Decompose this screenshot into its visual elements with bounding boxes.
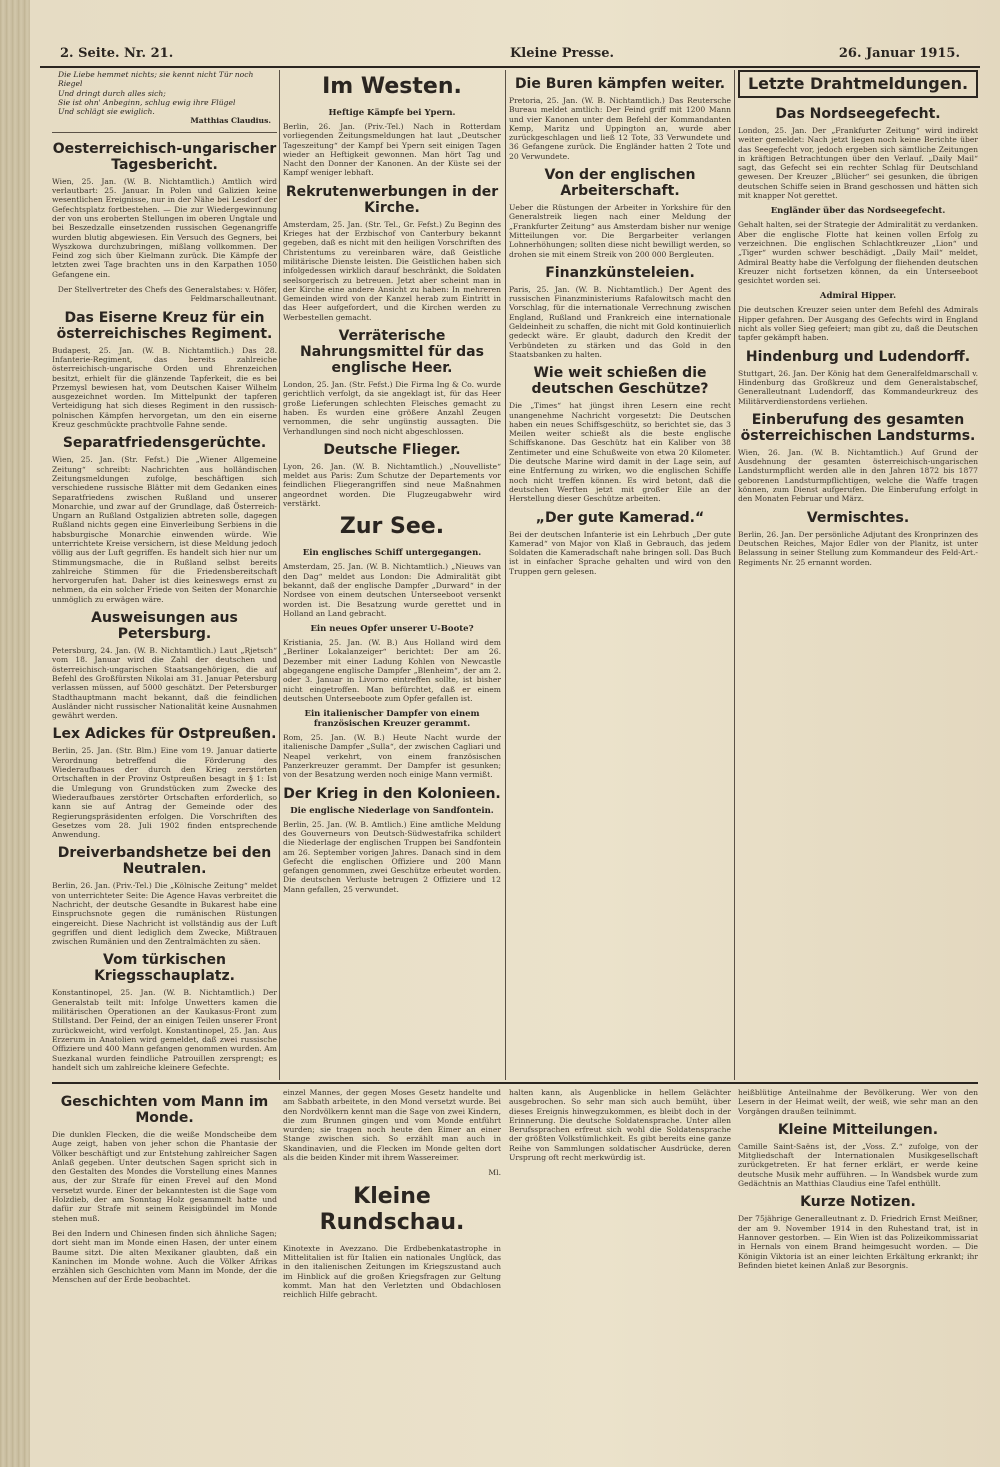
poem-line: Die Liebe hemmet nichts; sie kennt nicht Tür noch Riegel xyxy=(58,70,254,89)
article-heading: Verräterische Nahrungsmittel für das englische Heer. xyxy=(300,328,484,377)
article-heading: Finanzkünsteleien. xyxy=(545,264,695,281)
article-text: Die „Times“ hat jüngst ihren Lesern eine recht unangenehme Nachricht vorgesetzt: Die Deutschen haben ein neues Schiffsgeschütz, so berichtet sie, das 3 Meilen weiter schießt als die beste englische Schiffskanone. Das Geschütz hat ein Kaliber von 38 Zentimeter und eine Schußweite von etwa 20 Kilometer. Die deutsche Marine wird damit in der Lage sein, auf eine Entfernung zu wirken, wo die englischen Schiffe noch nicht treffen können. Es wird betont, daß die deutschen Werften jetzt mit großer Eile an der Herstellung dieser Geschütze arbeiten. xyxy=(509,401,731,504)
article-subheading: Die englische Niederlage von Sandfontein. xyxy=(290,805,494,816)
article-text: Berlin, 25. Jan. (Str. Blm.) Eine vom 19. Januar datierte Verordnung betreffend die Förderung des Wiederaufbaues der durch den Krieg zerstörten Ortschaften in der Provinz Ostpreußen besagt in § 1: Ist die Umlegung von Grundstücken zum Zwecke des Wiederaufbaues zerstörter Ortschaften erforderlich, so kann sie auf Antrag der Gemeinde oder des Regierungspräsidenten erfolgen. Die Vorschriften des Gesetzes vom 28. Juli 1902 finden entsprechende Anwendung. xyxy=(52,746,277,840)
article-heading: Kleine Mitteilungen. xyxy=(777,1121,939,1138)
article-text: halten kann, als Augenblicke in hellem Gelächter ausgebrochen. So sehr man sich auch bemüht, über dieses Ereignis hinwegzukommen, es bleibt doch in der Erinnerung. Die deutsche Soldatensprache. Unter allen Berufssprachen erfreut sich wohl die Soldatensprache der größten Volkstümlichkeit. Es gibt bereits eine ganze Reihe von Sammlungen soldatischer Ausdrücke, deren Ursprung oft recht merkwürdig ist. xyxy=(509,1088,731,1163)
article-text: Bei den Indern und Chinesen finden sich ähnliche Sagen; dort sieht man im Monde einen Hasen, der unter einem Baume sitzt. Die alten Mexikaner glaubten, daß ein Kaninchen im Monde wohne. Auch die Völker Afrikas erzählen sich Geschichten vom Mann im Monde, der die Menschen auf der Erde beobachtet. xyxy=(52,1228,277,1285)
article-text: Kinotexte in Avezzano. Die Erdbebenkatastrophe in Mittelitalien ist für Italien ein nationales Unglück, das in den italienischen Zeitungen im Kriegszustand auch im Hinblick auf die großen Kriegsfragen zur Geltung kommt. Man hat den Verletzten und Obdachlosen reichlich Hilfe gebracht. xyxy=(283,1243,501,1300)
article-heading: „Der gute Kamerad.“ xyxy=(535,509,705,526)
article-text: Amsterdam, 25. Jan. (Str. Tel., Gr. Fefst.) Zu Beginn des Krieges hat der Erzbischof von Canterbury bekannt gegeben, daß es nicht mit den heiligen Vorschriften des Christentums zu vereinbaren wäre, daß Geistliche militärische Dienste leisten. Die Geistlichen haben sich infolgedessen wirklich darauf beschränkt, die Soldaten seelsorgerisch zu betreuen. Jetzt aber scheint man in der Kirche eine andere Ansicht zu haben: In mehreren Gemeinden wird von der Kanzel herab zum Eintritt in das Heer aufgefordert, und die Kirchen werden zu Werbestellen gemacht. xyxy=(283,219,501,322)
article-signature: Ml. xyxy=(488,1168,501,1178)
issue-date: 26. Januar 1915. xyxy=(838,46,960,61)
newspaper-title: Kleine Presse. xyxy=(510,46,615,61)
article-text: London, 25. Jan. (Str. Fefst.) Die Firma Ing & Co. wurde gerichtlich verfolgt, da sie angeklagt ist, für das Heer große Lieferungen schlechten Fleisches gemacht zu haben. Es wurden eine größere Anzahl Zeugen vernommen, die sehr ungünstig aussagten. Die Verhandlungen sind noch nicht abgeschlossen. xyxy=(283,380,501,436)
article-text: Paris, 25. Jan. (W. B. Nichtamtlich.) Der Agent des russischen Finanzministeriums Rafalowitsch macht den Vorschlag, für die internationale Verrechnung zwischen England, Rußland und Frankreich eine internationale Geldeinheit zu schaffen, die nicht mit Gold kontinuierlich gedeckt wäre. Er glaubt, dadurch den Kredit der Verbündeten zu stärken und das Gold in den Staatsbanken zu halten. xyxy=(509,284,731,359)
column-4 xyxy=(738,70,978,1080)
article-heading: Hindenburg und Ludendorff. xyxy=(745,348,971,365)
article-text: Lyon, 26. Jan. (W. B. Nichtamtlich.) „Nouvelliste“ meldet aus Paris: Zum Schutze der Departements vor feindlichen Fliegerangriffen sind neue Maßnahmen angeordnet worden. Die Flugzeugabwehr wird verstärkt. xyxy=(283,461,501,509)
article-signature: Der Stellvertreter des Chefs des Generalstabes: v. Höfer, Feldmarschalleutnant. xyxy=(57,285,277,304)
article-text: Berlin, 26. Jan. (Priv.-Tel.) Nach in Rotterdam vorliegenden Zeitungsmeldungen hat laut „Deutscher Tageszeitung“ der Kampf bei Ypern seit einigen Tagen wieder an Heftigkeit gewonnen. Man hört Tag und Nacht den Donner der Kanonen. An der Küste sei der Kampf weniger lebhaft. xyxy=(283,122,501,178)
article-text: Amsterdam, 25. Jan. (W. B. Nichtamtlich.) „Nieuws van den Dag“ meldet aus London: Die Admiralität gibt bekannt, daß der englische Dampfer „Durward“ in der Nordsee von einem deutschen Unterseeboot versenkt worden ist. Die Besatzung wurde gerettet und in Holland an Land gebracht. xyxy=(283,562,501,618)
section-heading: Kleine Rundschau. xyxy=(319,1183,465,1235)
article-heading: Deutsche Flieger. xyxy=(323,441,461,458)
article-heading: Das Nordseegefecht. xyxy=(775,106,941,122)
article-subheading: Admiral Hipper. xyxy=(819,291,897,302)
article-heading: Von der englischen Arbeiterschaft. xyxy=(544,167,696,200)
page-header xyxy=(40,44,980,68)
article-text: Die dunklen Flecken, die die weiße Mondscheibe dem Auge zeigt, haben von jeher schon die Phantasie der Völker beschäftigt und zur Entstehung zahlreicher Sagen Anlaß gegeben. Unter deutschen Sagen spricht sich in den Gestalten des Mondes die Vorstellung eines Mannes aus, der zur Strafe für einen Frevel auf den Mond versetzt wurde. Einer der bekanntesten ist die Sage vom Holzdieb, der am Sonntag Holz gesammelt hatte und dafür zur Strafe mit seinem Reisigbündel im Monde stehen muß. xyxy=(52,1130,277,1223)
article-subheading: Ein englisches Schiff untergegangen. xyxy=(302,548,482,559)
article-text: Der 75jährige Generalleutnant z. D. Friedrich Ernst Meißner, der am 9. November 1914 in den Ruhestand trat, ist in Hannover gestorben. — Ein Wien ist das Polizeikommissariat in Hernals von einem Brand heimgesucht worden. — Die Königin Viktoria ist an einer leichten Erkältung erkrankt; ihr Befinden bietet keinen Anlaß zur Besorgnis. xyxy=(738,1214,978,1270)
section-heading: Zur See. xyxy=(339,514,445,540)
latest-news-heading: Letzte Drahtmeldungen. xyxy=(738,70,978,98)
article-text: Die deutschen Kreuzer seien unter dem Befehl des Admirals Hipper gefahren. Der Ausgang des Gefechts wird in England nicht als voller Sieg gefeiert; man gibt zu, daß die Deutschen tapfer gekämpft haben. xyxy=(738,305,978,343)
page-binding xyxy=(0,0,30,1467)
section-heading: Der Krieg in den Kolonieen. xyxy=(283,785,501,802)
article-text: Wien, 25. Jan. (W. B. Nichtamtlich.) Amtlich wird verlautbart: 25. Januar. In Polen und Galizien keine wesentlichen Ereignisse, nur in der Nähe bei Lesdorf der Gefechtsplatz fortbestehen. — Die zur Wiedergewinnung der von uns eroberten Stellungen im oberen Ungtale und bei Beszedzalle einsetzenden russischen Gegenangriffe wurden blutig abgewiesen. Ein Versuch des Gegners, bei Wyszkowa durchzubringen, mißlang vollkommen. Der Feind zog sich über Kielmann zurück. Die Kämpfe der letzten zwei Tage brachten uns in den Karpathen 1050 Gefangene ein. xyxy=(52,176,277,279)
article-heading: Kurze Notizen. xyxy=(800,1194,916,1211)
column-1 xyxy=(52,70,277,1080)
article-heading: Das Eiserne Kreuz für ein österreichisches Regiment. xyxy=(56,309,273,342)
column-2 xyxy=(283,70,501,1080)
article-subheading: Ein italienischer Dampfer von einem französischen Kreuzer gerammt. xyxy=(304,709,480,730)
claudius-poem xyxy=(52,70,277,133)
article-heading: Rekrutenwerbungen in der Kirche. xyxy=(285,183,499,216)
article-text: Berlin, 25. Jan. (W. B. Amtlich.) Eine amtliche Meldung des Gouverneurs von Deutsch-Südwestafrika schildert die Niederlage der englischen Truppen bei Sandfontein am 26. September vorigen Jahres. Danach sind in dem Gefecht die englischen Offiziere und 200 Mann gefangen genommen, zwei Geschütze erbeutet worden. Die deutschen Verluste betrugen 2 Offiziere und 12 Mann gefallen, 25 verwundet. xyxy=(283,819,501,894)
article-subheading: Ein neues Opfer unserer U-Boote? xyxy=(310,624,474,635)
page-number: 2. Seite. Nr. 21. xyxy=(60,46,174,61)
article-text: Bei der deutschen Infanterie ist ein Lehrbuch „Der gute Kamerad“ von Major von Klaß in Gebrauch, das jedem Soldaten die Kameradschaft nahe bringen soll. Das Buch ist in einfacher Sprache gehalten und wird von den Truppen gern gelesen. xyxy=(509,529,731,576)
column-rule xyxy=(505,70,506,1080)
section-divider xyxy=(52,1082,978,1084)
article-heading: Oesterreichisch-ungarischer Tagesbericht. xyxy=(52,140,277,173)
article-text: Berlin, 26. Jan. Der persönliche Adjutant des Kronprinzen des Deutschen Reiches, Major Edler von der Planitz, ist unter Belassung in seiner Stellung zum Kommandeur des Feld-Art.-Regiments Nr. 25 ernannt worden. xyxy=(738,529,978,567)
article-heading: Separatfriedensgerüchte. xyxy=(62,435,267,452)
article-text: Stuttgart, 26. Jan. Der König hat dem Generalfeldmarschall v. Hindenburg das Großkreuz und dem Generalstabschef, Generalleutnant Ludendorff, das Kommandeurkreuz des Militärverdienstordens verliehen. xyxy=(738,368,978,406)
poem-line: Sie ist ohn' Anbeginn, schlug ewig ihre Flügel xyxy=(58,97,236,107)
article-text: heißblütige Anteilnahme der Bevölkerung. Wer von den Lesern in der Heimat weilt, der weiß, wie sehr man an den Vorgängen draußen teilnimmt. xyxy=(738,1088,978,1116)
column-3 xyxy=(509,70,731,1080)
poem-line: Und schlägt sie ewiglich. xyxy=(58,107,155,117)
article-text: Wien, 25. Jan. (Str. Fefst.) Die „Wiener Allgemeine Zeitung“ schreibt: Nachrichten aus holländischen Zeitungsmeldungen zufolge, beschäftigen sich verschiedene russische Blätter mit dem Gedanken eines Separatfriedens zwischen Rußland und unserer Monarchie, und zwar auf der Grundlage, daß Österreich-Ungarn an Rußland Ostgalizien abtreten solle, dagegen Rußland nichts gegen eine Einverleibung Serbiens in die habsburgische Monarchie einwenden würde. Wie unterrichtete Kreise versichern, ist diese Meldung jedoch völlig aus der Luft gegriffen. Es handelt sich hier nur um Stimmungsmache, die in Rußland selbst bereits zahlreiche Stimmen für die Friedensbereitschaft hervorgerufen hat. Daher ist dies keineswegs ernst zu nehmen, da ein solcher Friede von Seiten der Monarchie unmöglich zu erwägen wäre. xyxy=(52,455,277,604)
article-text: Berlin, 26. Jan. (Priv.-Tel.) Die „Kölnische Zeitung“ meldet von unterrichteter Seite: Die Agence Havas verbreitet die Nachricht, der deutsche Gesandte in Bukarest habe eine Einspruchsnote gegen die rumänischen Rüstungen eingereicht. Diese Nachricht ist vollständig aus der Luft gegriffen und dient lediglich dem Zwecke, Mißtrauen zwischen Rumänien und den Zentralmächten zu säen. xyxy=(52,881,277,947)
article-heading: Die Buren kämpfen weiter. xyxy=(514,76,726,92)
article-heading: Dreiverbandshetze bei den Neutralen. xyxy=(57,845,272,878)
article-heading: Wie weit schießen die deutschen Geschütze? xyxy=(531,365,709,398)
poem-line: Und dringt durch alles sich; xyxy=(58,88,166,98)
article-heading: Vom türkischen Kriegsschauplatz. xyxy=(94,952,235,985)
article-text: Rom, 25. Jan. (W. B.) Heute Nacht wurde der italienische Dampfer „Sulla“, der zwischen Cagliari und Neapel verkehrt, von einem französischen Panzerkreuzer gerammt. Der Dampfer ist gesunken; von der Besatzung werden noch einige Mann vermißt. xyxy=(283,733,501,780)
article-text: Wien, 26. Jan. (W. B. Nichtamtlich.) Auf Grund der Ausdehnung der gesamten österreichisch-ungarischen Landsturmpflicht werden alle in den Jahren 1872 bis 1877 geborenen Landsturmpflichtigen, welche die Waffe tragen können, zum Dienst aufgerufen. Die Einberufung erfolgt in den Monaten Februar und März. xyxy=(738,447,978,504)
article-text: Konstantinopel, 25. Jan. (W. B. Nichtamtlich.) Der Generalstab teilt mit: Infolge Unwetters kamen die militärischen Operationen an der Kaukasus-Front zum Stillstand. Der Feind, der an einigen Teilen unserer Front zurückweicht, wird verfolgt. Konstantinopel, 25. Jan. Aus Erzerum in Anatolien wird gemeldet, daß zwei russische Offiziere und 400 Mann gefangen genommen wurden. Am Suezkanal wurden feindliche Patrouillen zersprengt; es handelt sich um zahlreiche kleinere Gefechte. xyxy=(52,988,277,1072)
article-text: Ueber die Rüstungen der Arbeiter in Yorkshire für den Generalstreik liegen nach einer Meldung der „Frankfurter Zeitung“ aus Amsterdam bisher nur wenige Mitteilungen vor. Die Bergarbeiter verlangen Lohnerhöhungen; sollten diese nicht bewilligt werden, so drohen sie mit einem Streik von 200 000 Bergleuten. xyxy=(509,203,731,259)
article-text: London, 25. Jan. Der „Frankfurter Zeitung“ wird indirekt weiter gemeldet: Nach jetzt liegen noch keine Berichte über das Seegefecht vor, jedoch ergeben sich sämtliche Zeitungen in kräftigen Betrachtungen über den Verlauf. „Daily Mail“ sagt, das Gefecht sei ein rechter Schlag für Deutschland gewesen. Der Kreuzer „Blücher“ sei gesunken, die übrigen deutschen Schiffe seien in Brand geschossen und hätten sich mit knapper Not gerettet. xyxy=(738,126,978,201)
column-rule xyxy=(734,70,735,1080)
article-text: Kristiania, 25. Jan. (W. B.) Aus Holland wird dem „Berliner Lokalanzeiger“ berichtet: Der am 26. Dezember mit einer Ladung Kohlen von Newcastle abgegangene englische Dampfer „Blenheim“, der am 2. oder 3. Januar in Livorno eintreffen sollte, ist bisher nicht eingetroffen. Man befürchtet, daß er einem deutschen Unterseeboote zum Opfer gefallen ist. xyxy=(283,638,501,703)
article-subheading: Engländer über das Nordseegefecht. xyxy=(770,206,946,217)
article-text: Budapest, 25. Jan. (W. B. Nichtamtlich.) Das 28. Infanterie-Regiment, das bereits zahlreiche österreichisch-ungarische Orden und Ehrenzeichen besitzt, erhielt für die glänzende Tapferkeit, die es bei Przemysl bewiesen hat, vom Deutschen Kaiser Wilhelm ausgezeichnet worden. Im Mittelpunkt der tapferen Verteidigung hat sich dieses Regiment in den russisch-polnischen Kämpfen hervorgetan, um den ein eiserne Kreuz geschmückte prachtvolle Fahne sende. xyxy=(52,345,277,430)
article-heading: Lex Adickes für Ostpreußen. xyxy=(52,726,277,743)
article-text: Camille Saint-Saëns ist, der „Voss. Z.“ zufolge, von der Mitgliedschaft der Internationalen Musikgesellschaft zurückgetreten. Er hat ferner erklärt, er werde keine deutsche Musik mehr aufführen. — In Wandsbek wurde zum Gedächtnis an Matthias Claudius eine Tafel enthüllt. xyxy=(738,1141,978,1189)
article-text: einzel Mannes, der gegen Moses Gesetz handelte und am Sabbath arbeitete, in den Mond versetzt wurde. Bei den Nordvölkern kennt man die Sage von zwei Kindern, die zum Brunnen gingen und vom Monde entführt wurden; sie tragen noch heute den Eimer an einer Stange zwischen sich. So erzählt man auch in Skandinavien, und die Flecken im Monde gelten dort als die beiden Kinder mit ihrem Wassereimer. xyxy=(283,1088,501,1163)
feuilleton-column-4 xyxy=(738,1088,978,1458)
article-subheading: Heftige Kämpfe bei Ypern. xyxy=(328,108,456,118)
poem-signature: Matthias Claudius. xyxy=(190,116,271,126)
feuilleton-column-2 xyxy=(283,1088,501,1458)
feuilleton-heading: Geschichten vom Mann im Monde. xyxy=(60,1094,269,1126)
section-heading: Im Westen. xyxy=(322,74,462,99)
article-text: Petersburg, 24. Jan. (W. B. Nichtamtlich.) Laut „Rjetsch“ vom 18. Januar wird die Zahl der deutschen und österreichisch-ungarischen Staatsangehörigen, die auf Befehl des Großfürsten Nikolai am 31. Januar Petersburg verlassen müssen, auf 5000 geschätzt. Der Petersburger Stadthauptmann macht bekannt, daß die feindlichen Ausländer nicht russischer Nationalität keine Ausnahmen gewährt werden. xyxy=(52,646,277,721)
column-rule xyxy=(279,70,280,1080)
article-heading: Ausweisungen aus Petersburg. xyxy=(91,610,238,643)
article-heading: Vermischtes. xyxy=(806,509,910,526)
article-text: Gehalt halten, sei der Strategie der Admiralität zu verdanken. Aber die englische Flotte hat keinen vollen Erfolg zu verzeichnen. Die englischen Schlachtkreuzer „Lion“ und „Tiger“ wurden schwer beschädigt. „Daily Mail“ meldet, Admiral Beatty habe die Verfolgung der fliehenden deutschen Kreuzer nicht fortsetzen können, da ein Unterseeboot gesichtet worden sei. xyxy=(738,220,978,286)
feuilleton-column-1 xyxy=(52,1088,277,1458)
feuilleton-column-3 xyxy=(509,1088,731,1458)
article-text: Pretoria, 25. Jan. (W. B. Nichtamtlich.) Das Reutersche Bureau meldet amtlich: Der Feind griff mit 1200 Mann und vier Kanonen unter dem Befehl der Kommandanten Kemp, Maritz und Uppington an, wurde aber zurückgeschlagen und ließ 12 Tote, 33 Verwundete und 36 Gefangene zurück. Die Engländer hatten 2 Tote und 20 Verwundete. xyxy=(509,96,731,161)
article-heading: Einberufung des gesamten österreichischen Landsturms. xyxy=(740,411,976,444)
